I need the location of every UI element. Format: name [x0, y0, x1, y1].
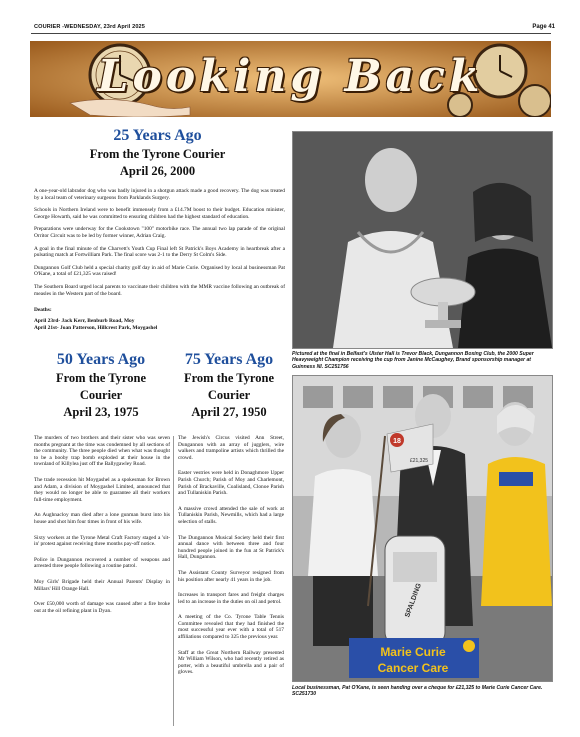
section-50-paragraph: The trade recession hit Moygashel as a spokesman for Brown and Adam, a division of Moygashel Limited, announced that they would no longer be able to guarantee all their workers full-time employment.: [34, 476, 170, 503]
section-75-paragraph: A meeting of the Co. Tyrone Table Tennis Committee revealed that they had finished the most successful year ever with a total of 517 affiliations compared to 325 the previous year.: [178, 614, 284, 641]
deaths-item: April 21st- Joan Patterson, Hillcrest Park, Moygashel: [34, 324, 158, 331]
cheque-amount: £21,325: [409, 458, 429, 464]
deaths-item: April 23rd- Jack Kerr, Benburb Road, Moy: [34, 318, 135, 325]
section-75-paragraph: Staff at the Great Northern Railway presented Mr William Wilson, who had recently retired as porter, with a beautiful umbrella and a pair of gloves.: [178, 649, 284, 676]
section-50-years: [30, 350, 172, 614]
section-50-paragraph: Sixty workers at the Tyrone Metal Craft Factory staged a 'sit-in' protest against receiving three months pay-off notice.: [34, 534, 170, 548]
shirt-logo: [499, 472, 533, 486]
section-75-paragraph: The Dungannon Musical Society held their first annual dance with between three and four hundred people joined in the fun at St Patrick's Hall, Dungannon.: [178, 534, 284, 561]
section-75-heading: 75 Years Ago: [184, 351, 274, 368]
marie-curie-daffodil-icon: [463, 640, 475, 652]
section-50-body: [30, 435, 172, 614]
deaths-heading: Deaths:: [34, 307, 52, 314]
section-25-paragraph: Preparations were underway for the Cookstown "100" motorbike race. The annual two lap parade of the original Orritor Circuit was to be led by former winner, Adrian Craig.: [34, 226, 285, 239]
section-25-years: [30, 126, 285, 331]
boxing-champion-photo: [292, 131, 553, 349]
header-publication-date: COURIER -WEDNESDAY, 23rd April 2025: [34, 24, 145, 30]
marie-curie-photo-caption: Local businessman, Pat O'Kane, is seen handing over a cheque for £21,325 to Marie Curie Cancer Care. SC251730: [292, 685, 543, 698]
banner-title: Looking Back: [97, 51, 484, 102]
section-50-paragraph: The murders of two brothers and their sister who was seven months pregnant at the time was condemned by all sections of the community. The three people died when what was thought to be a booby trap bomb exploded at their house in the townland of Killylea just off the Ballygawley Road.: [34, 435, 170, 468]
section-25-body: [30, 188, 285, 331]
section-75-years: [174, 350, 284, 676]
header-rule: [31, 33, 551, 34]
section-25-paragraph: The Southern Board urged local parents to vaccinate their children with the MMR vaccine following an outbreak of measles in the Western part of the board.: [34, 283, 285, 297]
section-75-paragraph: The Jewish's Circus visited Ann Street, Dungannon with an array of jugglers, wire walkers and trampoline artists which thrilled the crowd.: [178, 435, 284, 461]
section-75-paragraph: Increases in transport fares and freight charges led to an increase in the duties on oil and petrol.: [178, 592, 284, 605]
looking-back-banner: [30, 41, 551, 117]
section-75-paragraph: Easter vestries were held in Donaghmore Upper Parish Church; Parish of Moy and Charlemont, Parish of Brackaville, Coalisland, Clonoe Parish and Tullaniskin Parish.: [178, 470, 284, 497]
sign-line-2: Cancer Care: [377, 661, 449, 675]
header-page-number: Page 41: [532, 24, 555, 30]
section-75-subheading-line2: Courier: [207, 388, 251, 402]
section-75-paragraph: The Assistant County Surveyor resigned from his position after nearly 41 years in the job.: [178, 569, 284, 583]
section-25-heading: 25 Years Ago: [113, 127, 202, 144]
section-75-paragraph: A massive crowd attended the sale of work at Tullaniskin Parish, Newmills, which had a large selection of stalls.: [178, 505, 284, 525]
section-50-heading: 50 Years Ago: [56, 351, 146, 368]
section-50-subheading: From the Tyrone: [55, 371, 147, 385]
section-75-date: April 27, 1950: [191, 405, 267, 419]
page-header: [0, 0, 580, 40]
boxing-photo-caption: Pictured at the final in Belfast's Ulster Hall is Trevor Black, Dungannon Boxing Club, the 2000 Super Heavyweight Champion receiving the cup from Janine McCaughey, Brand sponsorship manager at Guinness NI. SC251756: [292, 351, 534, 370]
boxing-photo-image: [293, 132, 552, 348]
flag-number: 18: [393, 438, 401, 445]
section-50-subheading-line2: Courier: [79, 388, 123, 402]
section-50-paragraph: Over £50,000 worth of damage was caused after a fire broke out at the oil refining plant in Dyan.: [34, 601, 170, 614]
bag-brand: SPALDING: [404, 582, 423, 619]
section-25-subheading: From the Tyrone Courier: [89, 147, 226, 161]
section-75-body: [174, 435, 284, 676]
deaths-list: [34, 318, 285, 331]
marie-curie-photo: [292, 375, 553, 682]
section-25-paragraph: A goal in the final minute of the Charvett's Youth Cup Final left St Patrick's Boys Academy in heartbreak after a pulsating match at Fortwilliam Park. The final score was 2-1 to the Derry St Colm's Side.: [34, 245, 285, 259]
sign-line-1: Marie Curie: [380, 645, 446, 659]
section-25-paragraph: Dungannon Golf Club held a special charity golf day in aid of Marie Curie. Organised by local al businessman Pat O'Kane, a total of £21,325 was raised!: [34, 264, 285, 278]
section-25-paragraph: A one-year-old labrador dog who was badly injured in a shotgun attack made a good recovery. The dog was treated by a local team of veterinary surgeons from Parklands Surgery.: [34, 188, 285, 201]
section-50-paragraph: An Aughnacloy man died after a lone gunman burst into his house and shot him four times in front of his wife.: [34, 512, 170, 525]
section-25-paragraph: Schools in Northern Ireland were to benefit immensely from a £14.7M boost to their budget. Education minister, George Howarth, said he was committed to ensuring children had the highest standard of education.: [34, 207, 285, 220]
section-50-paragraph: Moy Girls' Brigade held their Annual Parents' Display in Millars' Hill Orange Hall.: [34, 578, 170, 592]
section-50-paragraph: Police in Dungannon recovered a number of weapons and arrested three people following a routine patrol.: [34, 556, 170, 570]
section-50-date: April 23, 1975: [63, 405, 139, 419]
section-75-subheading: From the Tyrone: [183, 371, 275, 385]
section-25-date: April 26, 2000: [119, 164, 196, 178]
marie-curie-photo-image: [293, 376, 552, 681]
